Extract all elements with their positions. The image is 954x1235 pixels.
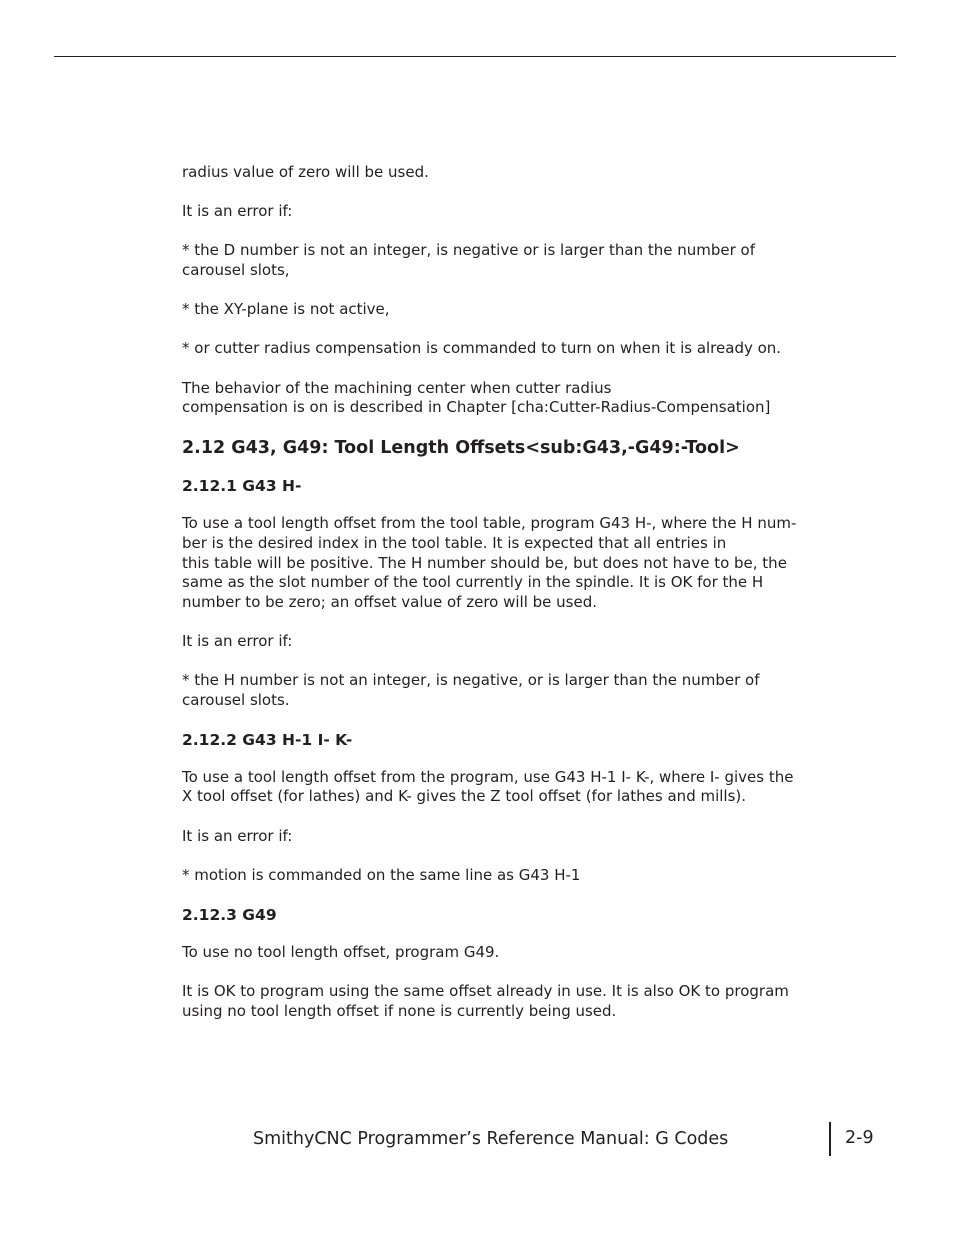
section-heading: 2.12 G43, G49: Tool Length Offsets<sub:G43,-G49:-Tool> — [182, 438, 740, 459]
paragraph — [182, 379, 794, 418]
text-line: * the H number is not an integer, is negative, or is larger than the number of — [182, 671, 760, 690]
paragraph — [182, 514, 797, 612]
paragraph — [182, 827, 794, 847]
paragraph — [182, 866, 794, 886]
text-line: this table will be positive. The H number should be, but does not have to be, the — [182, 553, 787, 572]
subsection-heading: 2.12.3 G49 — [182, 906, 277, 924]
text-line: * the D number is not an integer, is negative or is larger than the number of — [182, 241, 756, 260]
paragraph — [182, 632, 794, 652]
page-number: 2-9 — [845, 1128, 874, 1148]
text-line: * the XY-plane is not active, — [182, 300, 390, 319]
text-line: To use no tool length offset, program G49. — [182, 943, 500, 961]
text-line: * or cutter radius compensation is commanded to turn on when it is already on. — [182, 339, 782, 358]
subsection-heading: 2.12.1 G43 H- — [182, 477, 302, 496]
text-line: radius value of zero will be used. — [182, 163, 429, 181]
text-line: It is an error if: — [182, 631, 293, 650]
text-line: compensation is on is described in Chapter [cha:Cutter-Radius-Compensation] — [182, 398, 771, 417]
text-line: It is an error if: — [182, 202, 293, 221]
paragraph — [182, 241, 794, 280]
text-line: To use a tool length offset from the program, use G43 H-1 I- K-, where I- gives the — [182, 767, 794, 786]
text-line: number to be zero; an offset value of zero will be used. — [182, 592, 598, 611]
paragraph — [182, 163, 794, 183]
subsection-heading: 2.12.2 G43 H-1 I- K- — [182, 730, 353, 749]
text-line: ber is the desired index in the tool table. It is expected that all entries in — [182, 533, 727, 552]
text-line: The behavior of the machining center when cutter radius — [182, 378, 612, 397]
text-line: carousel slots, — [182, 260, 290, 279]
document-body — [182, 163, 797, 1041]
paragraph — [182, 982, 794, 1021]
paragraph — [182, 943, 794, 963]
paragraph — [182, 671, 794, 710]
paragraph — [182, 202, 794, 222]
text-line: It is OK to program using the same offset already in use. It is also OK to program — [182, 982, 789, 1001]
paragraph — [182, 300, 794, 320]
footer-title: SmithyCNC Programmer’s Reference Manual: G Codes — [253, 1129, 729, 1149]
text-line: X tool offset (for lathes) and K- gives the Z tool offset (for lathes and mills). — [182, 787, 747, 806]
text-line: using no tool length offset if none is currently being used. — [182, 1001, 617, 1020]
text-line: To use a tool length offset from the tool table, program G43 H-, where the H num- — [182, 514, 797, 533]
paragraph — [182, 768, 794, 807]
header-rule — [54, 56, 896, 57]
text-line: * motion is commanded on the same line as G43 H-1 — [182, 865, 581, 884]
text-line: same as the slot number of the tool currently in the spindle. It is OK for the H — [182, 573, 764, 592]
paragraph — [182, 339, 794, 359]
text-line: It is an error if: — [182, 826, 293, 845]
text-line: carousel slots. — [182, 690, 290, 709]
footer-divider — [829, 1122, 831, 1156]
